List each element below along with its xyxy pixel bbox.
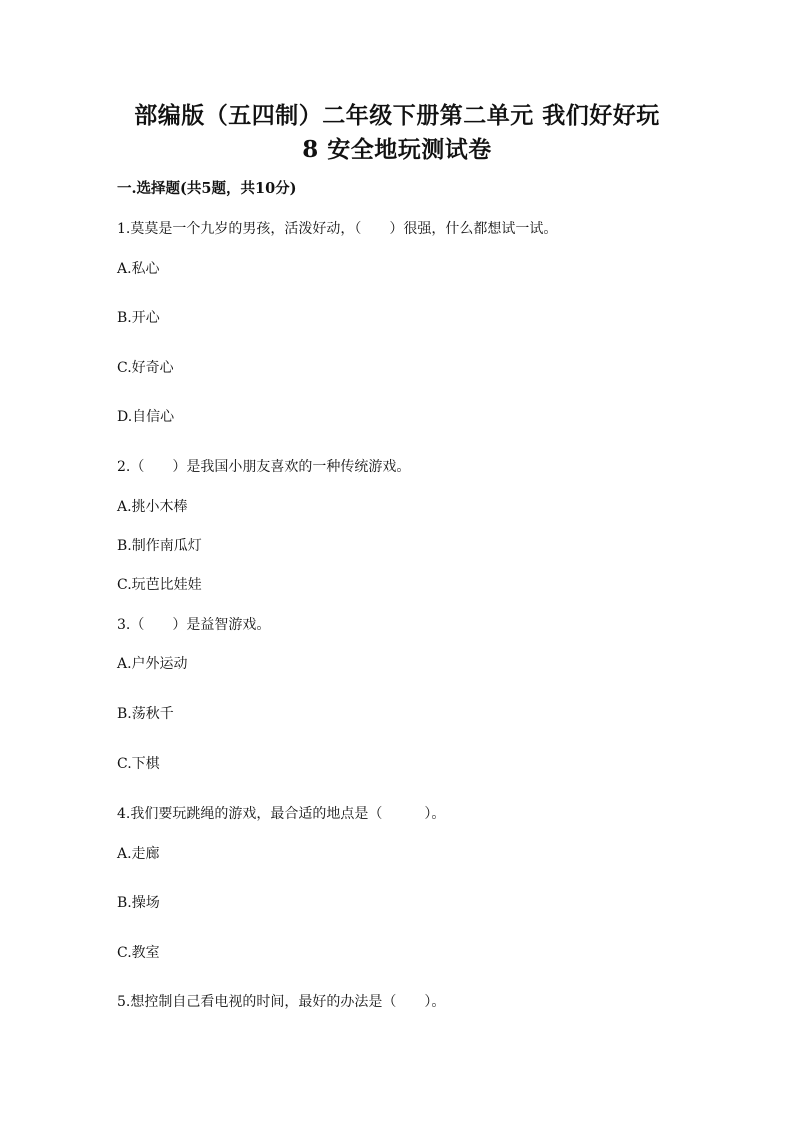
question-2-option-a: A.挑小木棒 bbox=[117, 499, 188, 515]
question-2-option-b: B.制作南瓜灯 bbox=[117, 538, 202, 554]
page-title: 部编版（五四制）二年级下册第二单元 我们好好玩 bbox=[134, 102, 660, 129]
question-4-option-a: A.走廊 bbox=[117, 846, 160, 862]
question-3-option-a: A.户外运动 bbox=[117, 656, 188, 672]
question-2-stem: 2.（ ）是我国小朋友喜欢的一种传统游戏。 bbox=[117, 459, 411, 475]
question-1-option-c: C.好奇心 bbox=[117, 360, 174, 376]
question-3-stem: 3.（ ）是益智游戏。 bbox=[117, 617, 271, 633]
question-1-stem: 1.莫莫是一个九岁的男孩，活泼好动，（ ）很强，什么都想试一试。 bbox=[117, 221, 558, 237]
section-heading: 一.选择题(共5题，共10分) bbox=[117, 180, 297, 197]
question-1-option-b: B.开心 bbox=[117, 310, 160, 326]
page-subtitle: 8 安全地玩测试卷 bbox=[302, 136, 492, 163]
question-1-option-a: A.私心 bbox=[117, 261, 160, 277]
question-1-option-d: D.自信心 bbox=[117, 409, 175, 425]
question-4-option-b: B.操场 bbox=[117, 895, 160, 911]
question-3-option-c: C.下棋 bbox=[117, 756, 160, 772]
question-5-stem: 5.想控制自己看电视的时间，最好的办法是（ ）。 bbox=[117, 994, 446, 1010]
question-3-option-b: B.荡秋千 bbox=[117, 706, 174, 722]
question-2-option-c: C.玩芭比娃娃 bbox=[117, 577, 202, 593]
question-4-stem: 4.我们要玩跳绳的游戏，最合适的地点是（ ）。 bbox=[117, 806, 446, 822]
question-4-option-c: C.教室 bbox=[117, 945, 160, 961]
